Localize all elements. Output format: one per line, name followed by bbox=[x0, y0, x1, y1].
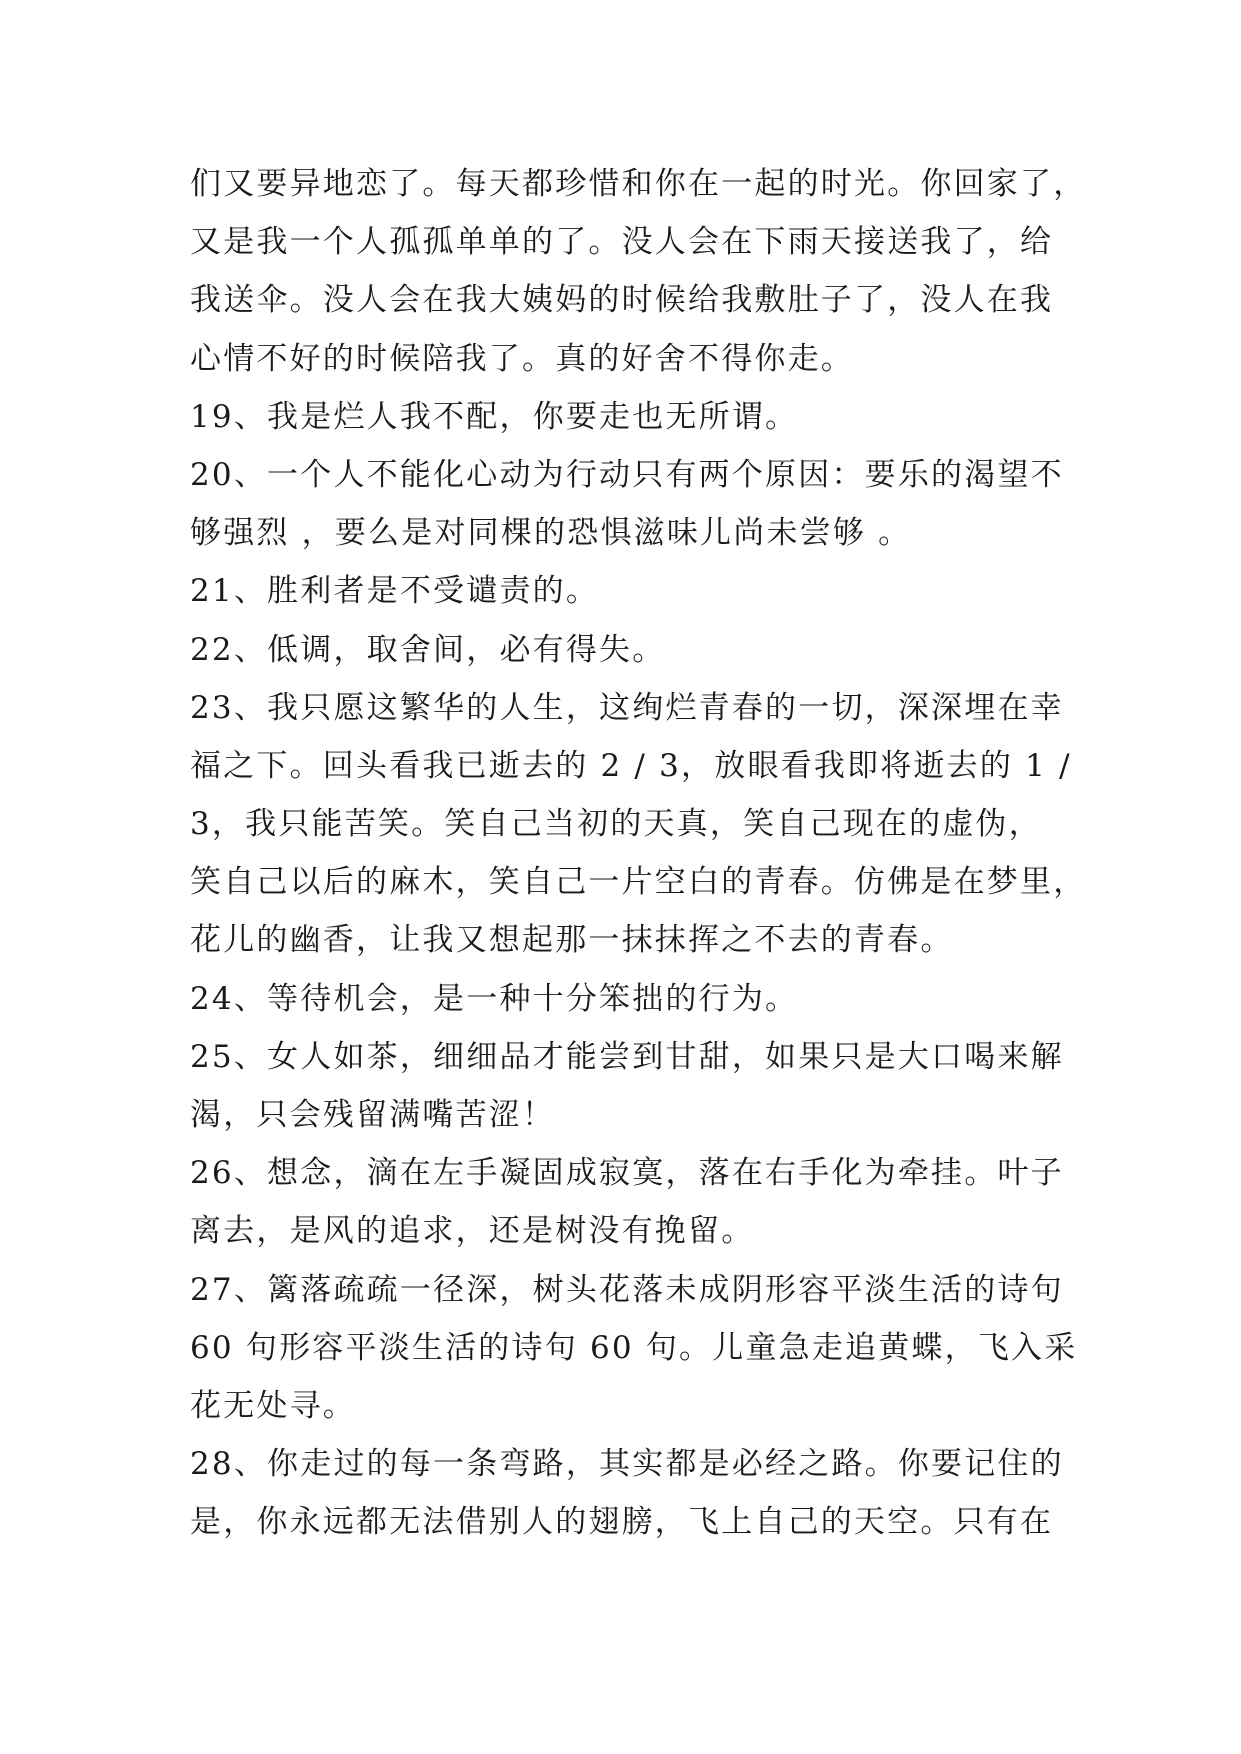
text-line: 们又要异地恋了。每天都珍惜和你在一起的时光。你回家了， bbox=[190, 166, 1087, 202]
text-line: 笑自己以后的麻木，笑自己一片空白的青春。仿佛是在梦里， bbox=[190, 864, 1087, 901]
text-line: 心情不好的时候陪我了。真的好舍不得你走。 bbox=[190, 340, 854, 377]
text-line: 19、我是烂人我不配，你要走也无所谓。 bbox=[190, 398, 799, 435]
text-line: 够强烈 ，要么是对同棵的恐惧滋味儿尚未尝够 。 bbox=[190, 515, 912, 552]
text-line: 我送伞。没人会在我大姨妈的时候给我敷肚子了，没人在我 bbox=[190, 282, 1054, 319]
text-line: 27、篱落疏疏一径深，树头花落未成阴形容平淡生活的诗句 bbox=[190, 1271, 1064, 1308]
text-line: 28、你走过的每一条弯路，其实都是必经之路。你要记住的 bbox=[190, 1446, 1064, 1483]
text-line: 3，我只能苦笑。笑自己当初的天真，笑自己现在的虚伪， bbox=[190, 806, 1042, 843]
text-line: 22、低调，取舍间，必有得失。 bbox=[190, 631, 666, 668]
body-text bbox=[190, 155, 1087, 1552]
text-line: 25、女人如茶，细细品才能尝到甘甜，如果只是大口喝来解 bbox=[190, 1038, 1064, 1075]
text-line: 60 句形容平淡生活的诗句 60 句。儿童急走追黄蝶，飞入采 bbox=[190, 1329, 1078, 1366]
text-line: 又是我一个人孤孤单单的了。没人会在下雨天接送我了，给 bbox=[190, 224, 1054, 261]
text-line: 离去，是风的追求，还是树没有挽留。 bbox=[190, 1213, 755, 1250]
text-line: 26、想念，滴在左手凝固成寂寞，落在右手化为牵挂。叶子 bbox=[190, 1155, 1064, 1192]
text-line: 渴，只会残留满嘴苦涩！ bbox=[190, 1097, 556, 1133]
text-line: 24、等待机会，是一种十分笨拙的行为。 bbox=[190, 980, 799, 1017]
text-line: 福之下。回头看我已逝去的 2 / 3，放眼看我即将逝去的 1 / bbox=[190, 747, 1072, 784]
text-line: 花儿的幽香，让我又想起那一抹抹挥之不去的青春。 bbox=[190, 922, 954, 959]
text-line: 20、一个人不能化心动为行动只有两个原因：要乐的渴望不 bbox=[190, 456, 1064, 493]
text-line: 21、胜利者是不受谴责的。 bbox=[190, 573, 600, 610]
text-line: 花无处寻。 bbox=[190, 1387, 356, 1424]
text-line: 23、我只愿这繁华的人生，这绚烂青春的一切，深深埋在幸 bbox=[190, 689, 1064, 726]
text-line: 是，你永远都无法借别人的翅膀，飞上自己的天空。只有在 bbox=[190, 1504, 1054, 1541]
